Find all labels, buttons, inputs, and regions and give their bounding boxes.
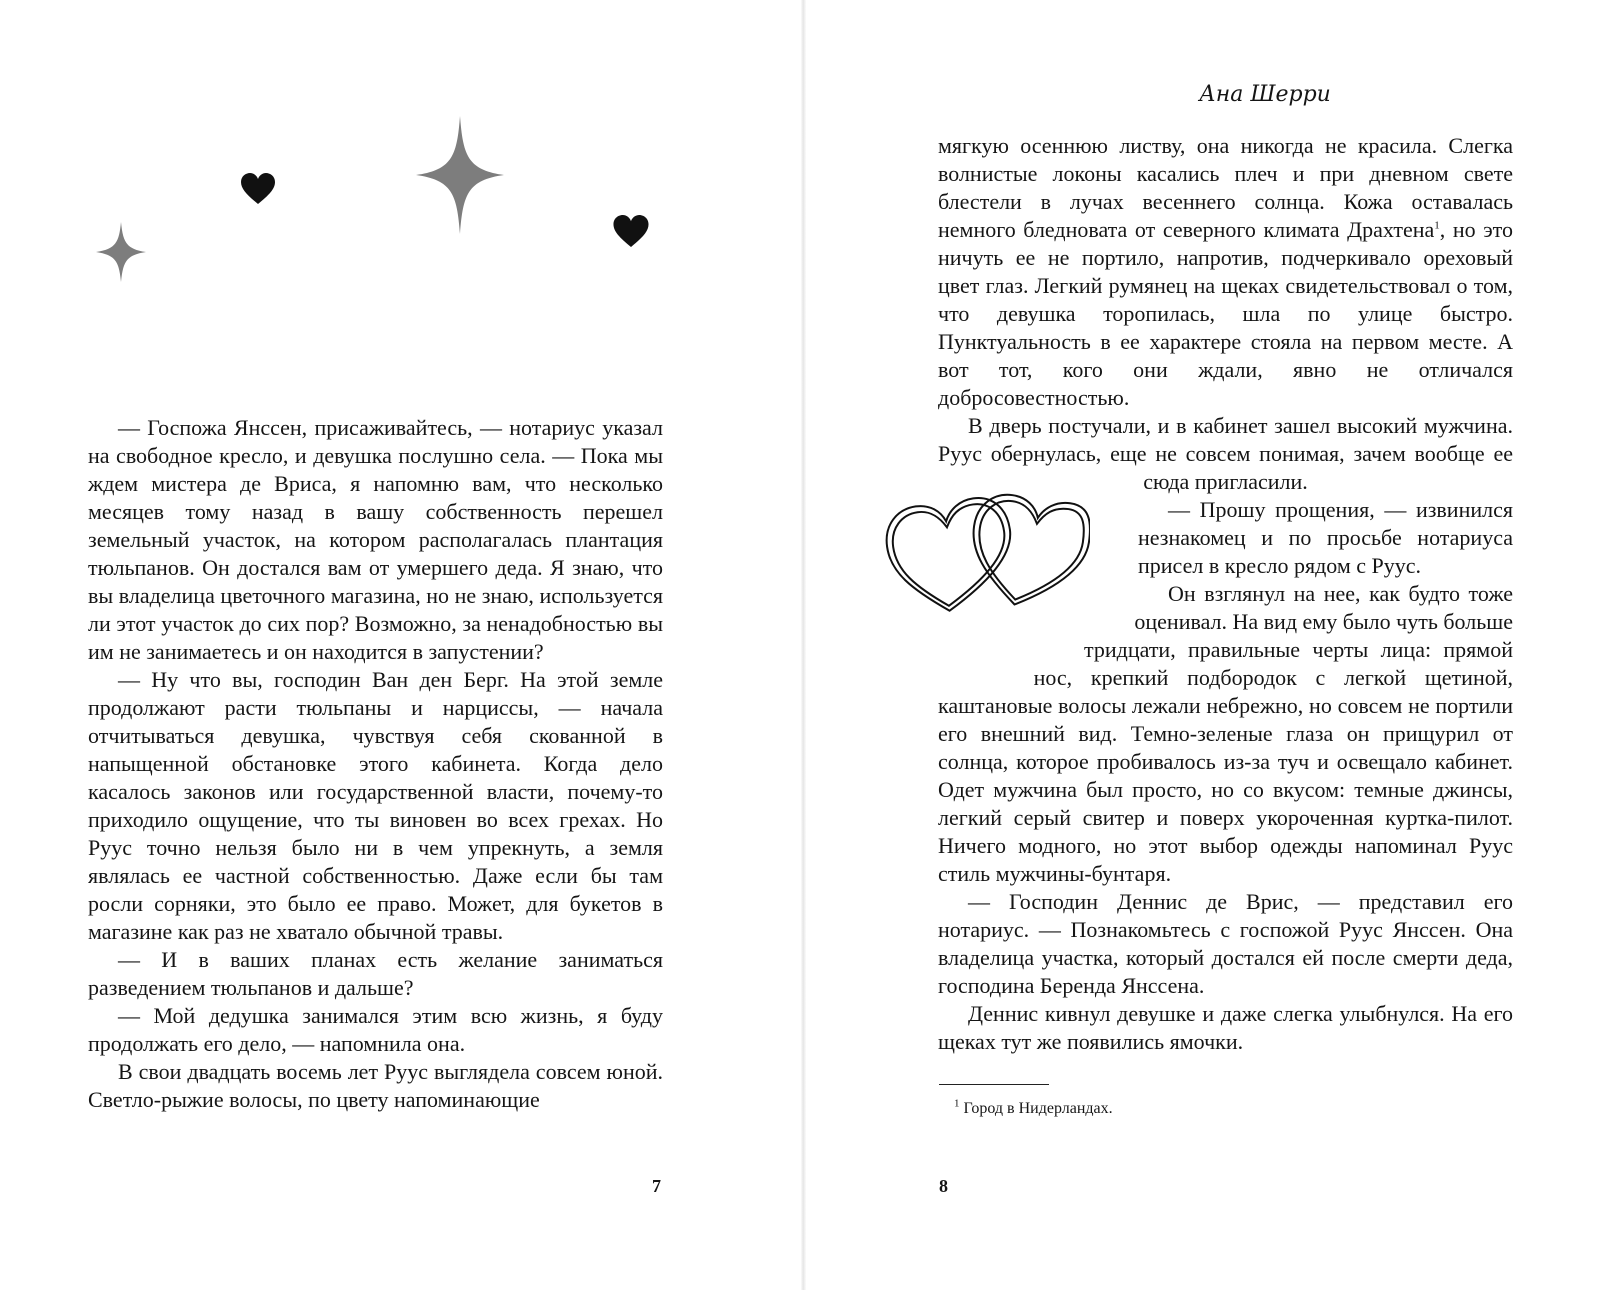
paragraph-part: мягкую осеннюю листву, она никогда не красила. Слегка волнистые локоны касались плеч и при дневном свете блестели в лучах весеннего солнца. Кожа оставалась немного бледновата от северного климата Драхтена <box>938 133 1513 242</box>
footnote-text: Город в Нидерландах. <box>959 1100 1113 1117</box>
page-number: 8 <box>939 1176 948 1196</box>
paragraph: — Мой дедушка занимался этим всю жизнь, я буду продолжать его дело, — напомнила она. <box>88 1003 663 1056</box>
paragraph: Он взглянул на нее, как будто тоже оценивал. На вид ему было чуть больше тридцати, правильные черты лица: прямой нос, крепкий подбородок с легкой щетиной, каштановые волосы лежали небрежно, но совсем не портили его внешний вид. Темно-зеленые глаза он прищурил от солнца, которое пробивалось из-за туч и освещало кабинет. Одет мужчина был просто, но со вкусом: темные джинсы, легкий серый свитер и поверх укороченная куртка-пилот. Ничего модного, но этот выбор одежды напоминал Руус стиль мужчины-бунтаря. <box>938 581 1513 886</box>
left-page <box>0 0 802 1290</box>
paragraph: — Господин Деннис де Врис, — представил его нотариус. — Познакомьтесь с госпожой Руус Янссен. Она владелица участка, который достался ей после смерти деда, господина Беренда Янссена. <box>938 889 1513 998</box>
paragraph-part: , но это ничуть ее не портило, напротив, подчеркивало ореховый цвет глаз. Легкий румянец на щеках свидетельствовал о том, что девушка торопилась, шла по улице быстро. Пунктуальность в ее характере стояла на первом месте. А вот тот, кого они ждали, явно не отличался добросовестностью. <box>938 217 1513 410</box>
small-star-icon <box>96 222 146 282</box>
paragraph: — Ну что вы, господин Ван ден Берг. На этой земле продолжают расти тюльпаны и нарциссы, — начала отчитываться девушка, чувствуя себя скованной в напыщенной обстановке этого кабинета. Когда дело касалось законов или государственной власти, почему-то приходило ощущение, что ты виновен во всех грехах. Но Руус точно нельзя было ни в чем упрекнуть, а земля являлась ее частной собственностью. Даже если бы там росли сорняки, это было ее право. Может, для букетов в магазине как раз не хватало обычной травы. <box>88 667 663 944</box>
footnote-divider <box>939 1084 1049 1085</box>
heart-icon <box>241 173 275 205</box>
double-heart-outline-icon <box>885 488 1090 616</box>
footnote-number: 1 <box>954 1097 960 1110</box>
paragraph: — И в ваших планах есть желание заниматься разведением тюльпанов и дальше? <box>88 947 663 1000</box>
paragraph: Деннис кивнул девушке и даже слегка улыбнулся. На его щеках тут же появились ямочки. <box>938 1001 1513 1054</box>
paragraph <box>938 132 1513 412</box>
paragraph: — Госпожа Янссен, присаживайтесь, — нотариус указал на свободное кресло, и девушка послушно села. — Пока мы ждем мистера де Вриса, я напомню вам, что несколько месяцев тому назад в вашу собственность перешел земельный участок, на котором располагалась плантация тюльпанов. Он достался вам от умершего деда. Я знаю, что вы владелица цветочного магазина, но не знаю, используется ли этот участок до сих пор? Возможно, за ненадобностью вы им не занимаетесь и он находится в запустении? <box>88 415 663 664</box>
footnote <box>954 1097 1113 1118</box>
left-body-text <box>88 414 663 1114</box>
large-star-icon <box>416 116 504 234</box>
footnote-mark: 1 <box>1434 219 1440 232</box>
page-number: 7 <box>652 1176 661 1196</box>
right-page <box>805 0 1605 1290</box>
paragraph: — Прошу прощения, — извинился незнакомец и по просьбе нотариуса присел в кресло рядом с Руус. <box>1138 497 1513 578</box>
paragraph: В свои двадцать восемь лет Руус выглядела совсем юной. Светло-рыжие волосы, по цвету напоминающие <box>88 1059 663 1112</box>
paragraph: В дверь постучали, и в кабинет зашел высокий мужчина. Руус обернулась, еще не совсем понимая, зачем вообще ее сюда пригласили. <box>938 413 1513 494</box>
heart-icon <box>613 215 649 248</box>
running-head-author: Ана Шерри <box>1199 82 1331 107</box>
